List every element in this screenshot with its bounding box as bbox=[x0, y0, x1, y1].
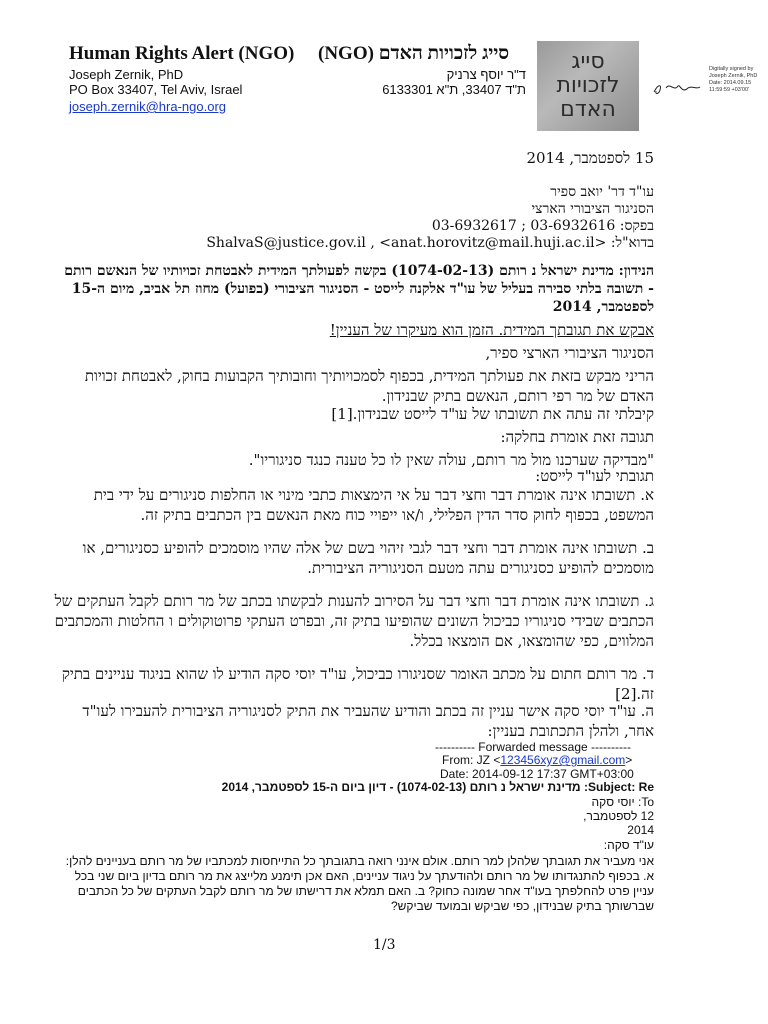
page-number: 1/3 bbox=[373, 937, 396, 953]
recipient-email: בדוא"ל: <ShalvaS@justice.gov.il , <anat.horovitz@mail.huji.ac.il bbox=[206, 235, 654, 251]
recipient-line: הסניגור הציבורי הארצי bbox=[531, 201, 654, 217]
forwarded-subject: Subject: Re: מדינת ישראל נ רותם (1074-02-13) - דיון ביום ה-15 לספטמבר, 2014 bbox=[221, 780, 654, 794]
quote-paragraph: "מבדיקה שערכנו מול מר רותם, עולה שאין לו כל טענה כנגד סניגוריו". bbox=[248, 451, 654, 469]
body-paragraph: תגובתי לעו"ד לייסט: bbox=[535, 467, 654, 485]
letter-date: 15 לספטמבר, 2014 bbox=[526, 149, 654, 167]
organization-logo bbox=[537, 41, 639, 131]
org-name-hebrew: (NGO) סייג לזכויות האדם bbox=[318, 43, 510, 64]
forwarded-date-year: 2014 bbox=[627, 823, 654, 837]
address-hebrew: ת"ד 33407, ת"א 6133301 bbox=[382, 82, 526, 97]
list-item: ג. תשובתו אינה אומרת דבר וחצי דבר על הסירוב להענות לבקשתו בכתב של מר רותם לקבל העתקים של הכתבים שבידי סניגוריו כביכול השונים שהופיעו בתיק זה, ובפרט העתקי פרוטוקולים ו החלטות והמכתבים המלווים, כפי שהומצאו, אם הומצאו בכלל. bbox=[54, 592, 654, 650]
from-email-link[interactable]: 123456xyz@gmail.com bbox=[500, 753, 626, 767]
recipient-line: עו"ד דר' יואב ספיר bbox=[550, 184, 654, 200]
list-item: ד. מר רותם חתום על מכתב האומר שסניגורו כביכול, עו"ד יוסי סקה הודיע לו שהוא בניגוד עניינים בתיק זה.[2] bbox=[61, 665, 654, 703]
forwarded-greeting: עו"ד סקה: bbox=[603, 838, 654, 852]
body-paragraph: הריני מבקש בזאת את פעולתך המידית, בכפוף לסמכויותיך וחובותיך הקבועות בחוק, לאבטחת זכויות האדם של מר רפי רותם, הנאשם בתיק שבנידון. bbox=[84, 367, 654, 405]
from-label: From: JZ < bbox=[442, 753, 501, 767]
salutation: הסניגור הציבורי הארצי ספיר, bbox=[485, 344, 654, 362]
forwarded-body: אני מעביר את תגובתך שלהלן למר רותם. אולם אינני רואה בתגובתך כל התייחסות למכתביו של מר רותם בעניינים להלן: א. בכפוף להתנגדותו של מר רותם ולהודעתך על ניגוד עניינים, האם אכן תימנע מלייצג את מר רותם בדיון ביום שני בכל עניין פרט להחלפתך בעו"ד אחר שמונה כחוק? ב. האם תמלא את דרישתו של מר רותם לקבל העתקים של כל הכתבים שברשותך בתיק שבנידון, כפי שביקש ובמועד שביקש? bbox=[65, 854, 654, 913]
from-close: > bbox=[625, 753, 633, 767]
forwarded-to: To: יוסי סקה bbox=[591, 795, 654, 809]
handwritten-signature-icon bbox=[650, 76, 702, 100]
author-name-english: Joseph Zernik, PhD bbox=[69, 67, 184, 82]
forwarded-separator: ---------- Forwarded message ---------- bbox=[435, 740, 631, 754]
list-item: ב. תשובתו אינה אומרת דבר וחצי דבר לגבי זיהוי בשם של אלה שהיו מוסמכים להופיע כסניגורים, או מוסמכים להופיע כסניגורים עתה מטעם הסניגוריה הציבורית. bbox=[82, 539, 654, 577]
logo-line: האדם bbox=[560, 97, 616, 122]
body-paragraph: קיבלתי זה עתה את תשובתו של עו"ד לייסט שבנידון.[1] bbox=[331, 405, 654, 423]
forwarded-date-hebrew: 12 לספטמבר, bbox=[583, 809, 654, 823]
letter-subject: הנידון: מדינת ישראל נ רותם (1074-02-13) בקשה לפעולתך המידית לאבטחת זכויותיו של הנאשם רותם - תשובה בלתי סבירה בעליל של עו"ד אלקנה לייסט - הסניגור הציבורי (בפועל) מחוז תל אביב, מיום ה-15 לספטמבר, 2014 bbox=[64, 263, 654, 315]
org-name-english: Human Rights Alert (NGO) bbox=[69, 43, 295, 64]
forwarded-date: Date: 2014-09-12 17:37 GMT+03:00 bbox=[440, 767, 634, 781]
recipient-fax: בפקס: 03-6932616 ; 03-6932617 bbox=[431, 218, 654, 234]
forwarded-from bbox=[442, 753, 632, 768]
list-item: ה. עו"ד יוסי סקה אישר עניין זה בכתב והודיע שהעביר את התיק לסניגוריה הציבורית להעבירו לעו"ד אחר, ולהלן התכתובת בעניין: bbox=[82, 702, 654, 740]
digital-signature-text: Digitally signed by Joseph Zernik, PhD Date: 2014.09.15 11:59:59 +03'00' bbox=[709, 66, 758, 93]
address-english: PO Box 33407, Tel Aviv, Israel bbox=[69, 82, 243, 97]
urgent-request: אבקש את תגובתך המידית. הזמן הוא מעיקרו של העניין! bbox=[329, 321, 654, 339]
list-item: א. תשובתו אינה אומרת דבר וחצי דבר על אי הימצאות כתבי מינוי או החלפות סניגורים על ידי בית המשפט, בכפוף לחוק סדר הדין הפלילי, ו/או ייפויי כוח מאת הנאשם בין הכתבים בתיק זה. bbox=[93, 486, 654, 524]
logo-line: סייג bbox=[571, 49, 605, 74]
logo-line: לזכויות bbox=[556, 73, 620, 98]
email-link[interactable]: joseph.zernik@hra-ngo.org bbox=[69, 99, 227, 114]
author-name-hebrew: ד"ר יוסף צרניק bbox=[446, 67, 526, 82]
body-paragraph: תגובה זאת אומרת בחלקה: bbox=[500, 428, 654, 446]
